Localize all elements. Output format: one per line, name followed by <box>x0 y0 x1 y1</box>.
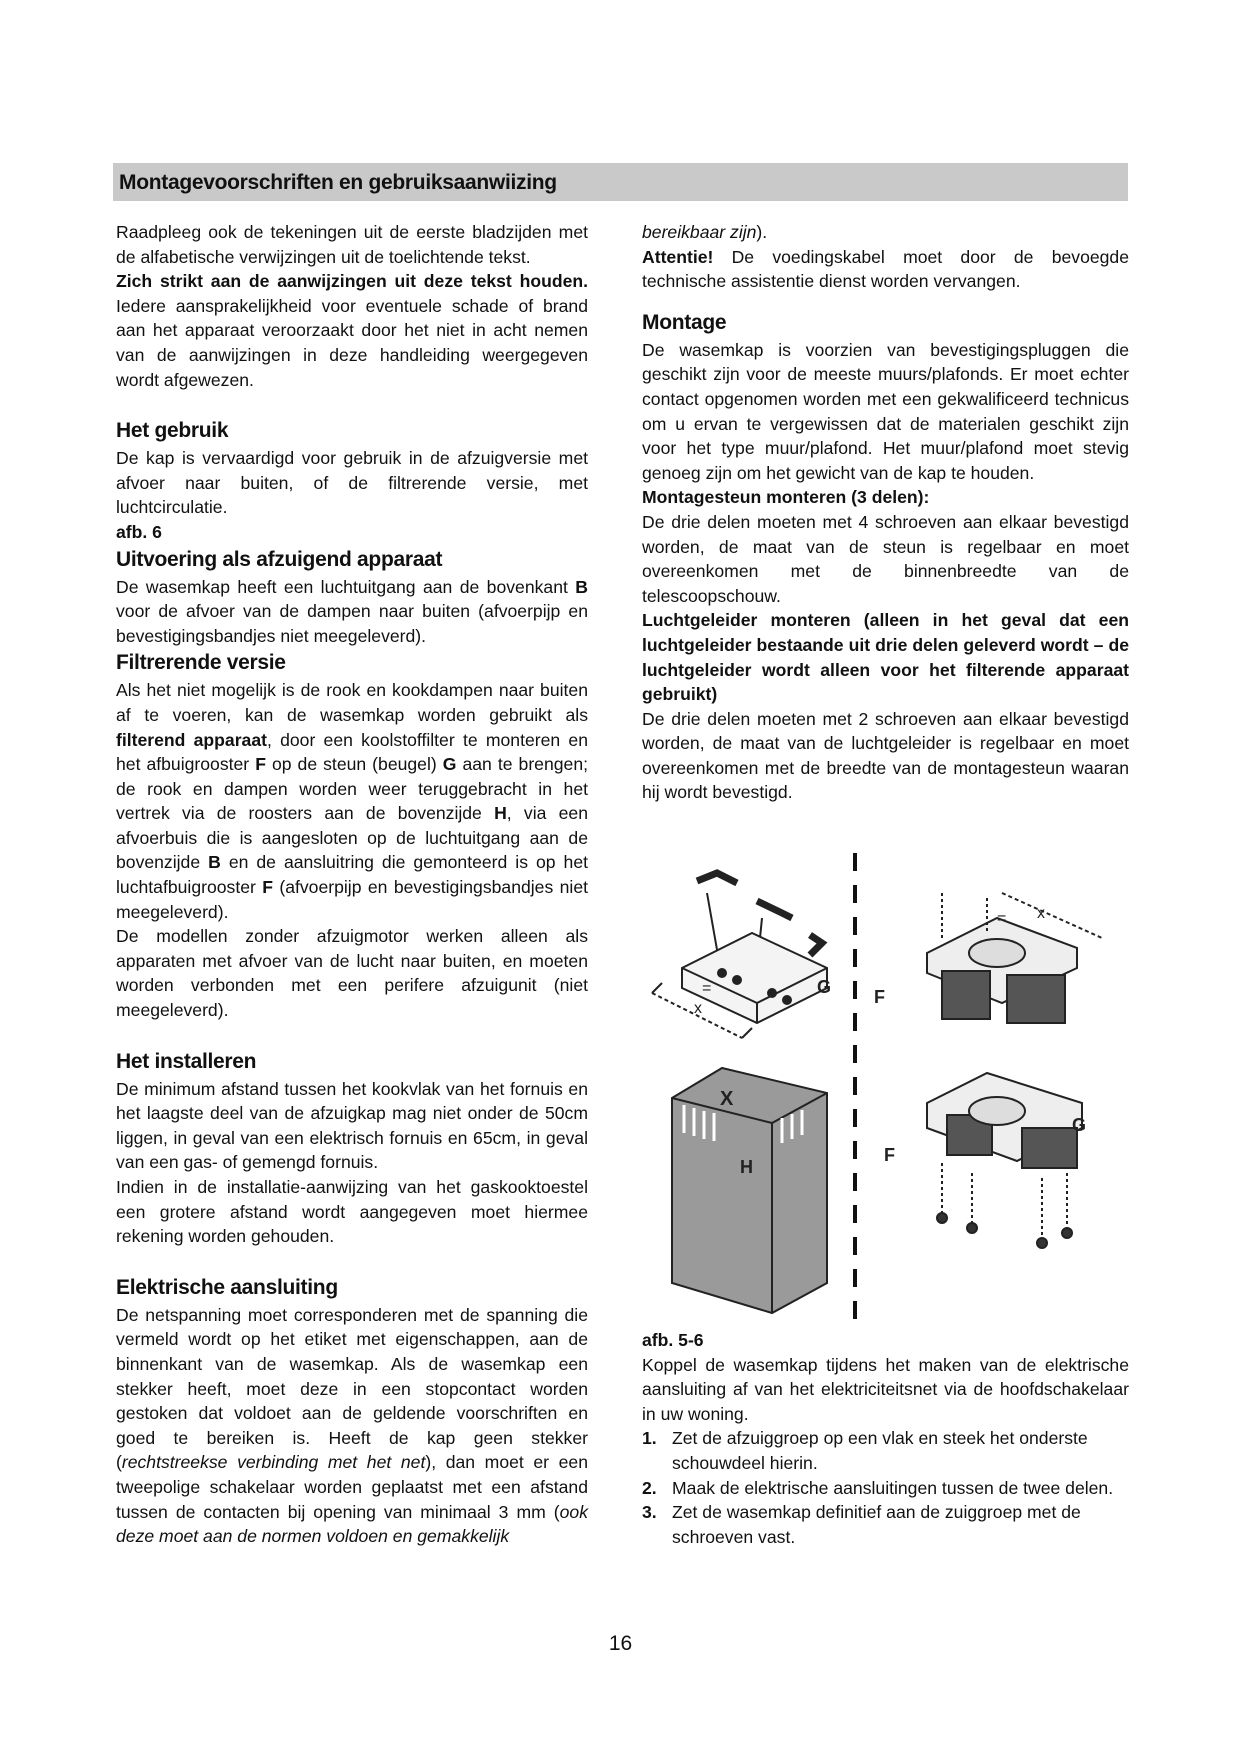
right-column-lower <box>642 1328 1129 1549</box>
warning-text: Iedere aansprakelijkheid voor eventuele schade of brand aan het apparaat veroorzaakt door het niet in acht nemen van de aanwijzingen in deze handleiding weergegeven wordt afgewezen. <box>116 295 588 390</box>
montage-paragraph: De wasemkap is voorzien van bevestigingspluggen die geschikt zijn voor de meeste muurs/plafonds. Er moet echter contact opgenomen worden met een gekwalificeerd technicus om u ervan te vergewissen dat de materialen geschikt zijn voor het type muur/plafond. Het muur/plafond moet stevig genoeg zijn om het gewicht van de kap te houden. <box>642 339 1129 483</box>
left-column <box>116 220 588 1549</box>
steun-heading: Montagesteun monteren (3 delen): <box>642 487 930 508</box>
label-g1: G <box>817 977 832 997</box>
filter-heading: Filtrerende versie <box>116 651 286 675</box>
afb56-label: afb. 5-6 <box>642 1330 704 1350</box>
step-item: 2. Maak de elektrische aansluitingen tussen de twee delen. <box>642 1477 1114 1498</box>
continuation-paragraph: bereikbaar zijn). <box>642 222 768 242</box>
install-paragraph-2: Indien in de installatie-aanwijzing van het gaskooktoestel een grotere afstand wordt aangegeven moet hiermee rekening worden gehouden. <box>116 1177 588 1247</box>
label-x-small-2: x <box>1037 905 1045 922</box>
afzuig-heading: Uitvoering als afzuigend apparaat <box>116 547 443 571</box>
filter-unit-top <box>927 893 1102 1023</box>
intro-paragraph: Raadpleeg ook de tekeningen uit de eerste bladzijden met de alfabetische verwijzingen uit de toelichtende tekst. <box>116 222 588 267</box>
label-g2: G <box>1072 1115 1087 1135</box>
section-header-bar <box>113 163 1128 201</box>
chimney-drawing <box>672 1068 827 1313</box>
filter-unit-bottom <box>927 1073 1082 1248</box>
afb6-label: afb. 6 <box>116 521 162 542</box>
page-number: 16 <box>608 1632 633 1655</box>
assembly-figure <box>642 843 1132 1333</box>
label-x1: X <box>720 1088 734 1110</box>
luchtgeleider-heading: Luchtgeleider monteren (alleen in het geval dat een luchtgeleider bestaande uit drie delen geleverd wordt – de luchtgeleider wordt alleen voor het filterende apparaat gebruikt) <box>642 610 1129 705</box>
page-title: Montagevoorschriften en gebruiksaanwiizing <box>119 171 557 194</box>
label-h: H <box>740 1157 753 1177</box>
install-paragraph-1: De minimum afstand tussen het kookvlak van het fornuis en het laagste deel van de afzuigkap mag niet onder de 50cm liggen, in geval van een elektrisch fornuis en 65cm, in geval van een gas- of gemengd fornuis. <box>116 1078 588 1173</box>
label-eq-1: = <box>702 980 712 997</box>
filter-models-paragraph: De modellen zonder afzuigmotor werken alleen als apparaten met afvoer van de lucht naar buiten, en moeten worden verbonden met een perifere afzuigunit (niet meegeleverd). <box>116 926 588 1021</box>
gebruik-heading: Het gebruik <box>116 419 229 443</box>
label-f1: F <box>874 987 885 1007</box>
elec-heading: Elektrische aansluiting <box>116 1275 338 1299</box>
luchtgeleider-paragraph: De drie delen moeten met 2 schroeven aan elkaar bevestigd worden, de maat van de luchtgeleider is regelbaar en moet overeenkomen met de breedte van de montagesteun waaran hij wordt bevestigd. <box>642 708 1129 803</box>
step-item: 1. Zet de afzuiggroep op een vlak en steek het onderste schouwdeel hierin. <box>642 1428 1088 1473</box>
label-f2: F <box>884 1145 895 1165</box>
elec-paragraph: De netspanning moet corresponderen met de spanning die vermeld wordt op het etiket met eigenschappen, aan de binnenkant van de wasemkap. Als de wasemkap een stekker heeft, moet deze in een stopcontact worden gestoken dat voldoet aan de geldende voorschriften en goed te bereiken is. Heeft de kap geen stekker (rechtstreekse verbinding met het net), dan moet er een tweepolige schakelaar worden geplaatst met een afstand tussen de contacten bij opening van minimaal 3 mm (ook deze moet aan de normen voldoen en gemakkelijk <box>116 1304 588 1547</box>
step-item: 3. Zet de wasemkap definitief aan de zuiggroep met de schroeven vast. <box>642 1502 1081 1547</box>
filter-paragraph: Als het niet mogelijk is de rook en kookdampen naar buiten af te voeren, kan de wasemkap worden gebruikt als filterend apparaat, door een koolstoffilter te monteren en het afbuigrooster F op de steun (beugel) G aan te brengen; de rook en dampen worden weer teruggebracht in het vertrek via de roosters aan de bovenzijde H, via een afvoerbuis die is aangesloten op de luchtuitgang aan de bovenzijde B en de aansluitring die gemonteerd is op het luchtafbuigrooster F (afvoerpijp en bevestigingsbandjes niet meegeleverd). <box>116 680 588 922</box>
warning-bold: Zich strikt aan de aanwijzingen uit deze tekst houden. <box>116 271 588 292</box>
install-heading: Het installeren <box>116 1049 257 1073</box>
assembly-illustration <box>642 843 1132 1333</box>
gebruik-paragraph: De kap is vervaardigd voor gebruik in de afzuigversie met afvoer naar buiten, of de filtrerende versie, met luchtcirculatie. <box>116 448 588 518</box>
afzuig-paragraph: De wasemkap heeft een luchtuitgang aan de bovenkant B voor de afvoer van de dampen naar buiten (afvoerpijp en bevestigingsbandjes niet meegeleverd). <box>116 576 588 646</box>
attention-paragraph: Attentie! De voedingskabel moet door de bevoegde technische assistentie dienst worden vervangen. <box>642 246 1129 292</box>
koppel-paragraph: Koppel de wasemkap tijdens het maken van de elektrische aansluiting af van het elektriciteitsnet via de hoofdschakelaar in uw woning. <box>642 1354 1129 1424</box>
label-x-small-1: x <box>694 1000 702 1017</box>
warning-paragraph <box>116 269 588 392</box>
steun-paragraph: De drie delen moeten met 4 schroeven aan elkaar bevestigd worden, de maat van de steun is regelbaar en moet overeenkomen met de binnenbreedte van de telescoopschouw. <box>642 511 1129 606</box>
montage-heading: Montage <box>642 310 727 334</box>
bracket-drawing <box>652 873 827 1038</box>
steps-list <box>642 1426 1129 1549</box>
right-column <box>642 220 1129 805</box>
label-eq-2: = <box>997 910 1007 927</box>
